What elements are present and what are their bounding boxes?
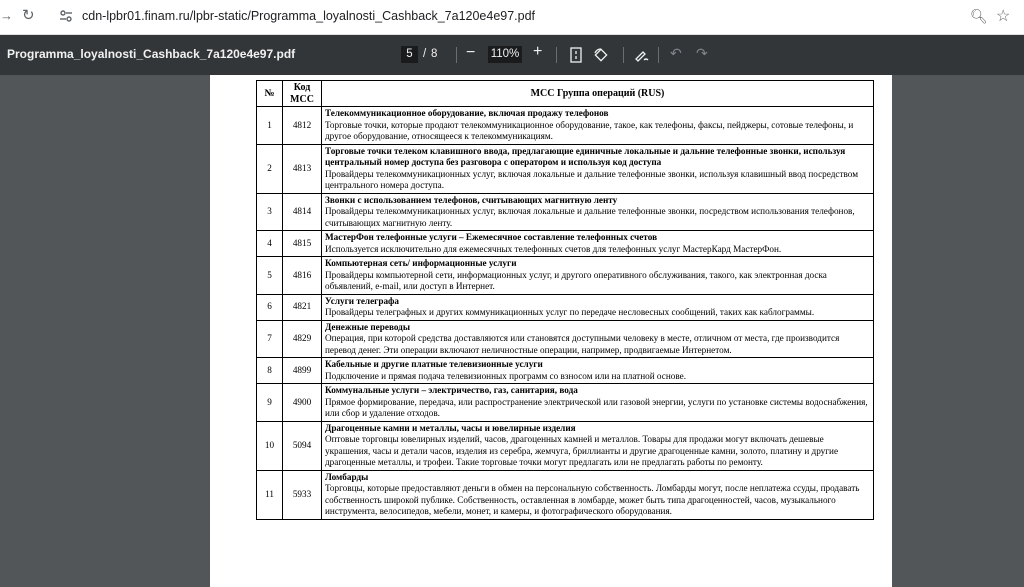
mcc-code: 4814 <box>283 193 322 231</box>
row-number: 6 <box>257 294 283 320</box>
mcc-description-cell <box>322 470 874 519</box>
mcc-group-description: Торговые точки, которые продают телекоммуникационное оборудование, такое, как телефоны, факсы, пейджеры, сотовые телефоны, и другое оборудование, относящееся к телекоммуникациям. <box>325 119 854 141</box>
mcc-group-description: Провайдеры телекоммуникационных услуг, включая локальные и дальние телефонные звонки, используя клавишный ввод посредством центрального номера доступа. <box>325 168 859 190</box>
mcc-group-title: Торговые точки телеком клавишного ввода, предлагающие единичные локальные и дальние телефонные звонки, используя центральный номер доступа без разговора с оператором и используя код доступа <box>325 145 846 167</box>
mcc-code: 4812 <box>283 107 322 145</box>
table-row <box>257 294 874 320</box>
mcc-group-title: Денежные переводы <box>325 321 410 332</box>
mcc-code: 5094 <box>283 421 322 470</box>
row-number: 2 <box>257 144 283 193</box>
mcc-description-cell <box>322 384 874 422</box>
table-row <box>257 358 874 384</box>
mcc-group-description: Используется исключительно для ежемесячных телефонных счетов для телефонных услуг МастерКард МастерФон. <box>325 243 782 254</box>
annotate-icon[interactable] <box>634 47 650 63</box>
mcc-group-description: Торговцы, которые предоставляют деньги в обмен на персональную собственность. Ломбарды могут, после неплатежа ссуды, продавать собственность широкой публике. Собственность, оставленная в ломбарде, может быть типа драгоценностей, часов, музыкального инструмента, велосипедов, мебели, монет, и камеры, и фотографического оборудования. <box>325 483 860 516</box>
row-number: 8 <box>257 358 283 384</box>
mcc-description-cell <box>322 320 874 358</box>
page-number-input[interactable]: 5 <box>401 46 418 63</box>
zoom-icon[interactable]: 🔍︎ <box>970 8 988 24</box>
pdf-toolbar <box>0 35 1024 75</box>
redo-icon[interactable]: ↷ <box>696 45 708 61</box>
row-number: 4 <box>257 231 283 257</box>
pdf-title: Programma_loyalnosti_Cashback_7a120e4e97.pdf <box>7 47 296 61</box>
row-number: 11 <box>257 470 283 519</box>
rotate-icon[interactable] <box>593 47 609 63</box>
toolbar-divider <box>658 47 659 63</box>
row-number: 5 <box>257 257 283 295</box>
table-row <box>257 384 874 422</box>
header-num: № <box>257 81 283 107</box>
mcc-code: 4816 <box>283 257 322 295</box>
mcc-description-cell <box>322 231 874 257</box>
mcc-group-description: Провайдеры телекоммуникационных услуг, включая локальные и дальние телефонные звонки, посредством использования телефонов, считывающих магнитную ленту. <box>325 206 855 228</box>
row-number: 10 <box>257 421 283 470</box>
table-row <box>257 144 874 193</box>
zoom-out-button[interactable]: − <box>466 44 476 61</box>
toolbar-divider <box>623 47 624 63</box>
mcc-group-title: Компьютерная сеть/ информационные услуги <box>325 258 517 268</box>
mcc-description-cell <box>322 421 874 470</box>
mcc-group-description: Операция, при которой средства доставляются или становятся доступными человеку в месте, отличном от места, где производится перевод денег. Эти операции включают неличностные операции, например, продвигаемые Интернетом. <box>325 333 840 355</box>
table-row <box>257 107 874 145</box>
table-row <box>257 470 874 519</box>
header-code: Код МСС <box>283 81 322 107</box>
mcc-group-title: Кабельные и другие платные телевизионные услуги <box>325 359 543 369</box>
mcc-group-title: Ломбарды <box>325 471 369 482</box>
mcc-group-description: Провайдеры компьютерной сети, информационных услуг, и другого оперативного обслуживания, такого, как электронная доска объявлений, e-mail, или доступ в Интернет. <box>325 269 827 291</box>
pdf-page <box>210 75 892 587</box>
mcc-group-title: Звонки с использованием телефонов, считывающих магнитную ленту <box>325 194 618 205</box>
zoom-level-input[interactable]: 110% <box>488 46 522 63</box>
mcc-group-description: Прямое формирование, передача, или распространение электрической или газовой энергии, услуги по установке системы водоснабжения, или сбор и удаление отходов. <box>325 396 868 418</box>
site-info-icon[interactable] <box>58 8 74 24</box>
url-text[interactable]: cdn-lpbr01.finam.ru/lpbr-static/Programma_loyalnosti_Cashback_7a120e4e97.pdf <box>82 9 536 23</box>
header-group: МСС Группа операций (RUS) <box>322 81 874 107</box>
mcc-group-title: Услуги телеграфа <box>325 295 399 306</box>
mcc-group-description: Провайдеры телеграфных и других коммуникационных услуг по передаче несловесных сообщений, таких как каблограммы. <box>325 307 815 317</box>
mcc-group-title: Драгоценные камни и металлы, часы и ювелирные изделия <box>325 422 576 433</box>
mcc-description-cell <box>322 257 874 295</box>
table-row <box>257 193 874 231</box>
row-number: 7 <box>257 320 283 358</box>
mcc-code: 4829 <box>283 320 322 358</box>
mcc-code: 4900 <box>283 384 322 422</box>
undo-icon[interactable]: ↶ <box>670 45 682 61</box>
row-number: 3 <box>257 193 283 231</box>
mcc-description-cell <box>322 193 874 231</box>
fit-page-icon[interactable] <box>568 47 584 63</box>
forward-icon[interactable]: → <box>0 8 13 23</box>
row-number: 9 <box>257 384 283 422</box>
mcc-description-cell <box>322 107 874 145</box>
toolbar-divider <box>456 47 457 63</box>
mcc-code: 4899 <box>283 358 322 384</box>
table-header-row <box>257 81 874 107</box>
mcc-code: 4821 <box>283 294 322 320</box>
mcc-group-title: Коммунальные услуги – электричество, газ, санитария, вода <box>325 385 578 395</box>
mcc-code: 4813 <box>283 144 322 193</box>
table-row <box>257 320 874 358</box>
mcc-group-description: Подключение и прямая подача телевизионных программ со взносом или на платной основе. <box>325 370 686 381</box>
table-row <box>257 231 874 257</box>
table-row <box>257 421 874 470</box>
mcc-group-title: МастерФон телефонные услуги – Ежемесячное составление телефонных счетов <box>325 232 658 242</box>
mcc-group-description: Оптовые торговцы ювелирных изделий, часов, драгоценных камней и металлов. Товары для продажи могут включать дешевые украшения, часы и детали часов, изделия из серебра, жемчуга, бриллианты и другие драгоценные камни, золото, платину и другие драгоценные металлы, и трофеи. Такие торговые точки могут предлагать или не предлагать работы по ремонту. <box>325 434 839 467</box>
reload-icon[interactable]: ↻ <box>22 7 35 24</box>
mcc-code: 4815 <box>283 231 322 257</box>
toolbar-divider <box>556 47 557 63</box>
page-total: 8 <box>431 48 438 60</box>
mcc-description-cell <box>322 144 874 193</box>
browser-address-bar <box>0 0 1024 35</box>
page-separator: / <box>423 48 427 60</box>
bookmark-star-icon[interactable]: ☆ <box>996 8 1011 25</box>
row-number: 1 <box>257 107 283 145</box>
mcc-group-title: Телекоммуникационное оборудование, включая продажу телефонов <box>325 108 609 118</box>
zoom-in-button[interactable]: + <box>533 43 543 60</box>
mcc-description-cell <box>322 358 874 384</box>
mcc-description-cell <box>322 294 874 320</box>
mcc-code: 5933 <box>283 470 322 519</box>
mcc-table <box>256 80 874 520</box>
table-row <box>257 257 874 295</box>
